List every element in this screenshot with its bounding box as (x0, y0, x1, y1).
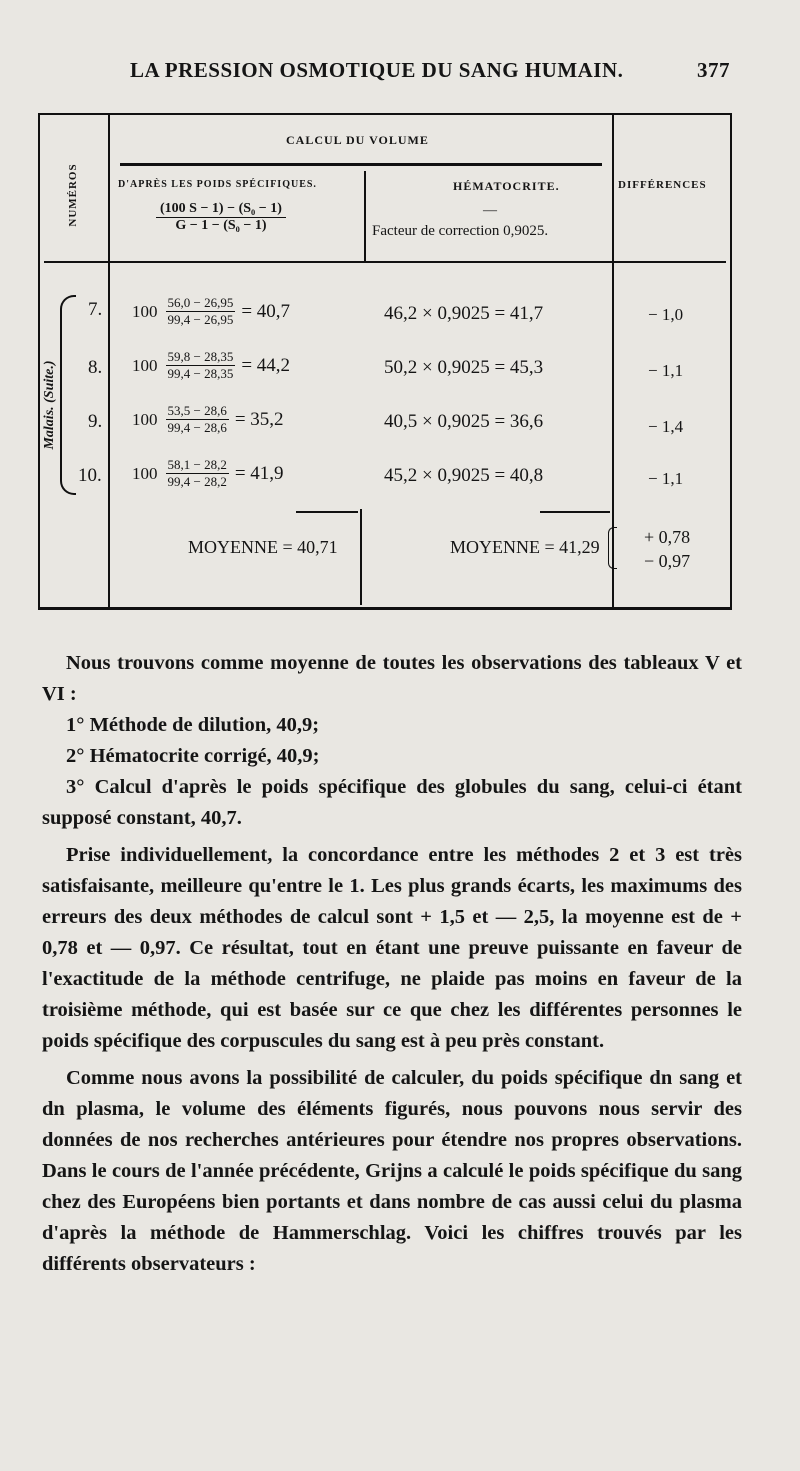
row-formula (132, 403, 284, 436)
group-label: Malais. (Suite.) (42, 360, 57, 450)
list-item-calcul: 3° Calcul d'après le poids spécifique des globules du sang, celui-ci étant supposé constant, 40,7. (42, 776, 742, 829)
formula-denominator: 99,4 − 28,2 (167, 474, 227, 489)
paragraph-grijns: Comme nous avons la possibilité de calculer, du poids spécifique dn sang et dn plasma, le volume des éléments figurés, nous pouvons nous servir des données de nos recherches antérieures pour étendre nos propres observations. Dans le cours de l'année précédente, Grijns a calculé le poids spécifique du sang chez des Européens bien portants et dans nombre de cas aussi celui du plasma d'après la méthode de Hammerschlag. Voici les chiffres trouvés par les différents observateurs : (42, 1067, 742, 1275)
formula-denominator: 99,4 − 26,95 (167, 312, 234, 327)
table-top-border (38, 113, 732, 115)
body-text (42, 648, 742, 1280)
row-number: 10. (78, 465, 102, 486)
formula-result: = 41,9 (234, 462, 284, 484)
formula-result: = 44,2 (241, 354, 291, 376)
table-right-border (730, 113, 732, 610)
formula-coefficient: 100 (132, 409, 158, 429)
paragraph-intro: Nous trouvons comme moyenne de toutes les observations des tableaux V et VI : (42, 652, 742, 705)
list-item-dilution: 1° Méthode de dilution, 40,9; (66, 714, 320, 736)
row-number: 9. (88, 411, 103, 432)
paragraph-concordance: Prise individuellement, la concordance entre les méthodes 2 et 3 est très satisfaisante, meilleure qu'entre le 1. Les plus grands écarts, les maximums des erreurs des deux méthodes de calcul sont + 1,5 et — 2,5, la moyenne est de + 0,78 et — 0,97. Ce résultat, tout en étant une preuve puissante en faveur de l'exactitude de la méthode centrifuge, ne plaide pas moins en faveur de la troisième méthode, qui est basée sur ce que chez les différentes personnes le poids spécifique des corpuscules du sang est à peu près constant. (42, 844, 742, 1052)
row-difference: − 1,1 (648, 361, 684, 380)
running-title: LA PRESSION OSMOTIQUE DU SANG HUMAIN. (130, 58, 624, 82)
header-poids-specifiques: D'APRÈS LES POIDS SPÉCIFIQUES. (118, 179, 317, 190)
row-formula (132, 349, 290, 382)
header-hematocrite: HÉMATOCRITE. (453, 179, 560, 193)
col-sep-hemato-body (360, 509, 362, 605)
col-sep-numeros (108, 113, 110, 610)
formula-denominator: 99,4 − 28,35 (167, 366, 234, 381)
header-facteur: Facteur de correction 0,9025. (372, 223, 549, 239)
row-difference: − 1,0 (648, 305, 684, 324)
row-hematocrite: 50,2 × 0,9025 = 45,3 (384, 357, 544, 378)
formula-numerator: 56,0 − 26,95 (167, 295, 234, 310)
list-item-hematocrite: 2° Hématocrite corrigé, 40,9; (66, 745, 320, 767)
moyenne-specifiques: MOYENNE = 40,71 (188, 537, 338, 557)
header-calcul-du-volume: CALCUL DU VOLUME (286, 133, 429, 147)
diff-plus: + 0,78 (644, 527, 691, 547)
row-formula (132, 457, 284, 490)
row-difference: − 1,4 (648, 417, 684, 436)
running-header (130, 58, 730, 83)
formula-numerator: (100 S − 1) − (S₀ − 1) (156, 201, 286, 218)
sum-rule-spec (296, 511, 358, 513)
diff-minus: − 0,97 (644, 551, 691, 571)
row-number: 7. (88, 299, 103, 320)
formula-denominator: 99,4 − 28,6 (167, 420, 227, 435)
sum-rule-hemato (540, 511, 610, 513)
volume-table (38, 113, 732, 610)
formula-result: = 35,2 (234, 408, 284, 430)
formula-numerator: 59,8 − 28,35 (167, 349, 234, 364)
formula-numerator: 53,5 − 28,6 (167, 403, 227, 418)
formula-header (156, 201, 286, 234)
row-hematocrite: 46,2 × 0,9025 = 41,7 (384, 303, 544, 324)
row-difference: − 1,1 (648, 469, 684, 488)
diff-brace (608, 527, 617, 569)
formula-result: = 40,7 (241, 300, 291, 322)
col-sep-hemato-header (364, 171, 366, 263)
group-brace (60, 295, 76, 495)
row-formula (132, 295, 290, 328)
row-hematocrite: 45,2 × 0,9025 = 40,8 (384, 465, 544, 486)
calcul-span-rule (120, 163, 602, 166)
formula-coefficient: 100 (132, 301, 158, 321)
moyenne-hematocrite: MOYENNE = 41,29 (450, 537, 600, 557)
hematocrite-dash: — (483, 203, 497, 218)
header-bottom-rule (44, 261, 726, 263)
formula-numerator: 58,1 − 28,2 (167, 457, 227, 472)
header-differences: DIFFÉRENCES (618, 179, 707, 191)
row-number: 8. (88, 357, 103, 378)
table-left-border (38, 113, 40, 610)
formula-coefficient: 100 (132, 463, 158, 483)
formula-coefficient: 100 (132, 355, 158, 375)
table-bottom-border (38, 607, 732, 610)
formula-denominator: G − 1 − (S₀ − 1) (175, 218, 267, 233)
page-number: 377 (697, 58, 730, 82)
row-hematocrite: 40,5 × 0,9025 = 36,6 (384, 411, 544, 432)
header-numeros: NUMÉROS (67, 163, 79, 227)
